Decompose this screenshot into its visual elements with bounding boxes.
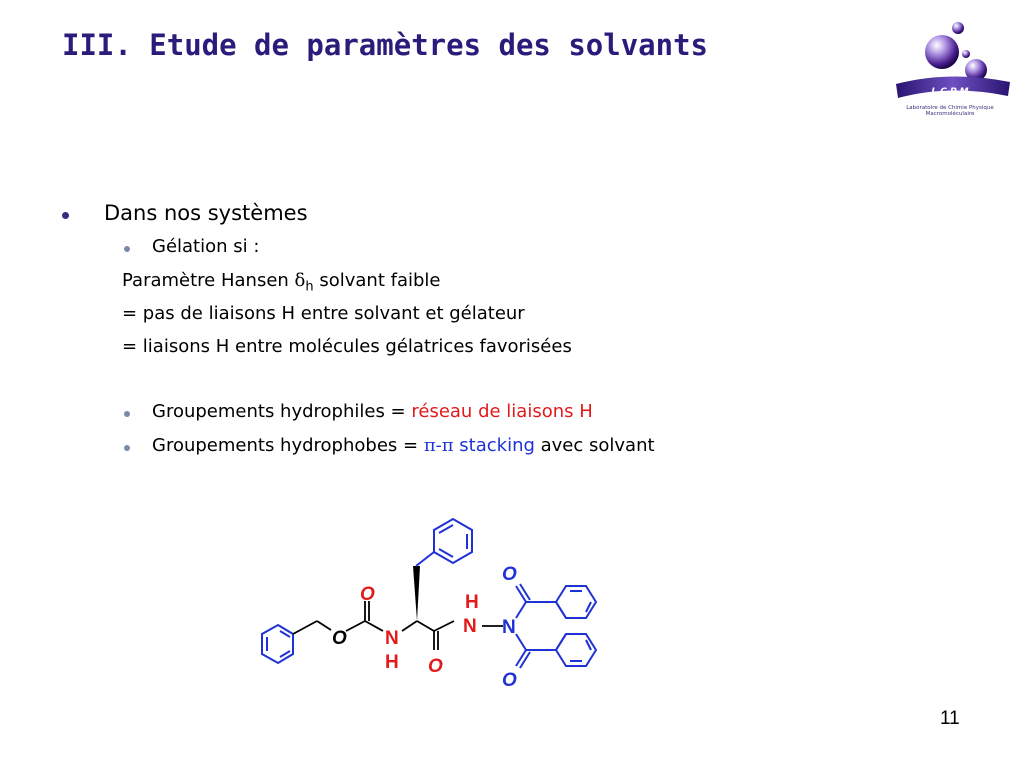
hydrazide-hydrogen: H [465,592,479,613]
sub-bullet-dot [124,411,130,417]
molecule-structure [220,500,620,695]
bullet-dot [62,212,69,219]
logo-text: L C P M [931,87,969,97]
hydrophiles-label: Groupements hydrophiles = [152,401,412,422]
bullet-main-text: Dans nos systèmes [104,201,308,225]
ester-oxygen: O [332,628,347,649]
amide-hydrogen: H [385,652,399,673]
line-hansen [122,270,440,295]
page-number: 11 [940,708,960,729]
stacking-post: avec solvant [534,435,655,456]
sub-bullet-gelation: Gélation si : [152,236,260,257]
sub-bullet-dot [124,445,130,451]
benzyl-ring [262,625,293,663]
hansen-post: solvant faible [313,270,441,291]
delta-subscript: h [305,279,314,295]
stereo-wedge-bond [413,566,420,621]
imide-oxygen-top: O [502,564,517,585]
pi-pi-text: π-π [423,435,454,456]
logo-caption: Laboratoire de Chimie Physique Macromoléculaire [906,105,994,117]
imide-oxygen-bottom: O [502,670,517,691]
imide-nitrogen: N [502,617,516,638]
sub-bullet-dot [124,246,130,252]
slide-title: III. Etude de paramètres des solvants [62,28,709,62]
hydrazide-nitrogen: N [463,616,477,637]
hydrophobes-label: Groupements hydrophobes = [152,435,424,456]
naphthalimide [516,584,596,668]
phenyl-ring [416,519,472,566]
amide-nitrogen: N [385,628,399,649]
hbond-network-text: réseau de liaisons H [411,401,593,422]
sub-bullet-hydrophobes [152,435,655,456]
stacking-text: stacking [453,435,535,456]
hansen-pre: Paramètre Hansen [122,270,295,291]
sub-bullet-hydrophiles [152,401,593,422]
carbonyl-oxygen-1: O [360,584,375,605]
line-no-hbond: = pas de liaisons H entre solvant et gélateur [122,303,525,324]
line-hbond: = liaisons H entre molécules gélatrices favorisées [122,336,572,357]
carbonyl-oxygen-2: O [428,656,443,677]
delta-symbol: δ [294,270,306,291]
